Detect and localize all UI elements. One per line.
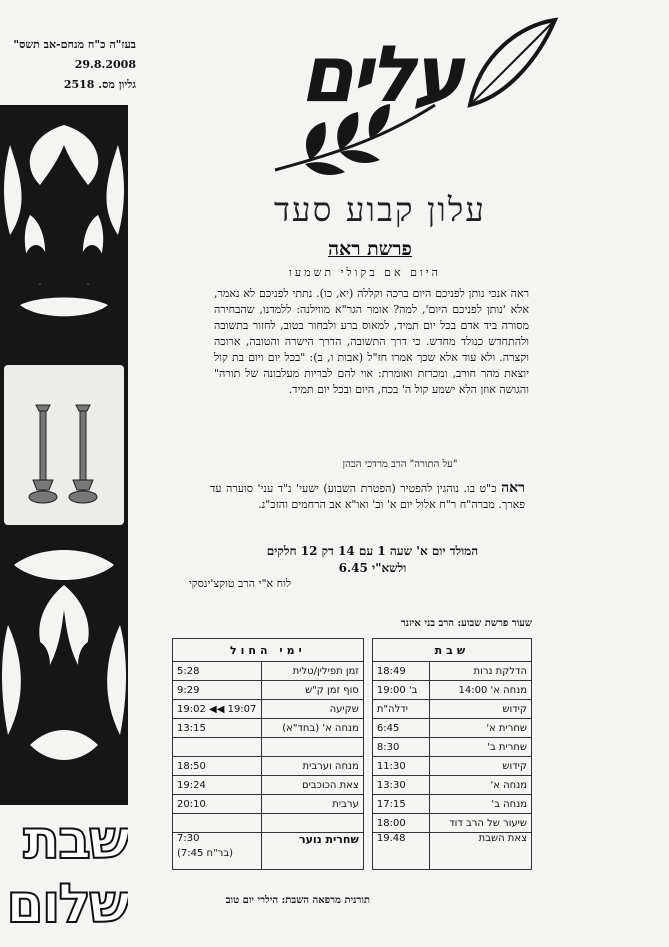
weekday-time: 19:07 ◀◀ 19:02: [173, 700, 262, 719]
weekday-label: שקיעה: [262, 700, 364, 719]
gregorian-date: 29.8.2008: [74, 58, 136, 71]
weekday-time: [173, 814, 262, 833]
schedule-table: [172, 638, 532, 870]
shabbat-time: 6:45: [372, 719, 429, 738]
molad-line-2: ולשא"י 6.45: [338, 561, 407, 575]
shabbat-time: 17:15: [372, 795, 429, 814]
weekday-time: [173, 833, 262, 870]
logo-wordmark: עלים: [299, 30, 461, 120]
schedule-row: [173, 700, 532, 719]
masthead: [240, 10, 570, 190]
weekday-time: [173, 738, 262, 757]
schedule-row: [173, 719, 532, 738]
weekday-header: ימי החול: [173, 639, 364, 662]
weekday-label: סוף זמן ק"ש: [262, 681, 364, 700]
haftarah-note: [210, 480, 525, 513]
molad-line-1: המולד יום א' שעה 1 עם 14 דק 12 חלקים: [266, 544, 479, 558]
weekday-label: מנחה וערבית: [262, 757, 364, 776]
shabbat-label: מנחה ב': [430, 795, 532, 814]
subtitle: עלון קבוע סעד: [274, 190, 486, 229]
shabbat-label: צאת השבת: [430, 833, 532, 870]
shabbat-label: שחרית ב': [430, 738, 532, 757]
decorative-banner: [0, 105, 128, 805]
article-attribution: "על התורה" הרב מרדכי הכהן: [342, 459, 458, 470]
shabbat-label: מנחה א' 14:00: [430, 681, 532, 700]
parsha-title: פרשת ראה: [328, 238, 412, 260]
weekday-time: 20:10: [173, 795, 262, 814]
schedule-last-row: [173, 833, 532, 870]
weekday-time: 9:29: [173, 681, 262, 700]
shabbat-time: 11:30: [372, 757, 429, 776]
shabbat-greeting: [0, 808, 128, 947]
weekday-label: [262, 738, 364, 757]
verse-line: היום אם בקולי תשמעו: [289, 266, 441, 279]
weekday-label: מנחה א' (בחד"א): [262, 719, 364, 738]
greeting-line-1: שבת: [23, 808, 128, 871]
schedule-row: [173, 681, 532, 700]
shabbat-time: 19.48: [372, 833, 429, 870]
shabbat-header: שבת: [372, 639, 531, 662]
weekday-label: זמן תפילין/טלית: [262, 662, 364, 681]
shabbat-label: הדלקת נרות: [430, 662, 532, 681]
shabbat-time: 8:30: [372, 738, 429, 757]
molad: [215, 543, 530, 577]
header-meta: [4, 38, 136, 92]
footer-note: תורנית מרפאה השבת: הילרי יום טוב: [225, 895, 370, 906]
shiur-line: שעור פרשת שבוע: הרב בני איזנר: [400, 618, 532, 629]
weekday-time: 13:15: [173, 719, 262, 738]
weekday-time: 18:50: [173, 757, 262, 776]
note-text: כ"ט בו. נוהגין להפטיר (הפטרת השבוע) ישעי' נ"ד עני' סוערה עד פארך. מברה"ח ר"ח אלול יום א' וב' ואו"א אב הרחמים והזכ"נ.: [210, 482, 525, 511]
weekday-time-extra: (בר"ח 7:45): [177, 848, 234, 859]
schedule-body: [173, 662, 532, 833]
issue-number: גליון מס. 2518: [63, 78, 136, 91]
shabbat-label: שחרית א': [430, 719, 532, 738]
shabbat-time: ב' 19:00: [372, 681, 429, 700]
shabbat-time: 18:49: [372, 662, 429, 681]
shabbat-label: קידוש: [430, 757, 532, 776]
weekday-label: צאת הכוכבים: [262, 776, 364, 795]
shabbat-time: 13:30: [372, 776, 429, 795]
shabbat-label: מנחה א': [430, 776, 532, 795]
schedule-table-wrapper: [172, 638, 532, 870]
hebrew-date: בעז"ה כ"ח מנחם-אב תשס": [13, 38, 136, 51]
note-lead: ראה: [501, 480, 525, 496]
schedule-row: [173, 757, 532, 776]
greeting-line-2: שלום: [6, 872, 128, 935]
schedule-row: [173, 776, 532, 795]
weekday-time: 5:28: [173, 662, 262, 681]
schedule-header-row: [173, 639, 532, 662]
schedule-row: [173, 738, 532, 757]
weekday-label: [262, 814, 364, 833]
article-body: ראה אנכי נותן לפניכם היום ברכה וקללה (יא, כו). נתתי לפניכם לא נאמר, אלא 'נותן לפניכם היום', למה? אומר הגר"א מווילנה: ללמדנו, שהבחירה מסורה ביד אדם בכל יום תמיד, למאוס ברע ולבחור בטוב, לחזור בתשובה ולהתחדש כנולד מחדש. כי דרך התשובה, הדרך הישרה והטובה, ארוכה וקצרה. ולא עוד אלא שכך אמרו חז"ל (אבות ו, ב): "בכל יום ויום בת קול יוצאת מהר חורב, ומכרזת ואומרת: אוי להם לבריות מעלבונה של תורה" והגושה אוזן הלא ישמע קול ה' בכח, היום ובכל יום תמיד.: [214, 287, 529, 396]
schedule-row: [173, 795, 532, 814]
molad-credit: לוח א"י הרב טוקצ'ינסקי: [188, 577, 292, 590]
weekday-label: ערבית: [262, 795, 364, 814]
weekday-time: 19:24: [173, 776, 262, 795]
shabbat-label: קידוש: [430, 700, 532, 719]
shabbat-time: ידלה"ת: [372, 700, 429, 719]
weekday-label: שחרית נוער: [262, 833, 364, 870]
shabbat-time: 18:00: [372, 814, 429, 833]
floral-ornament-icon: [0, 105, 128, 805]
schedule-row: [173, 662, 532, 681]
schedule-row: [173, 814, 532, 833]
weekday-time-main: 7:30: [177, 833, 200, 844]
shabbat-label: שיעור של הרב דוד: [430, 814, 532, 833]
